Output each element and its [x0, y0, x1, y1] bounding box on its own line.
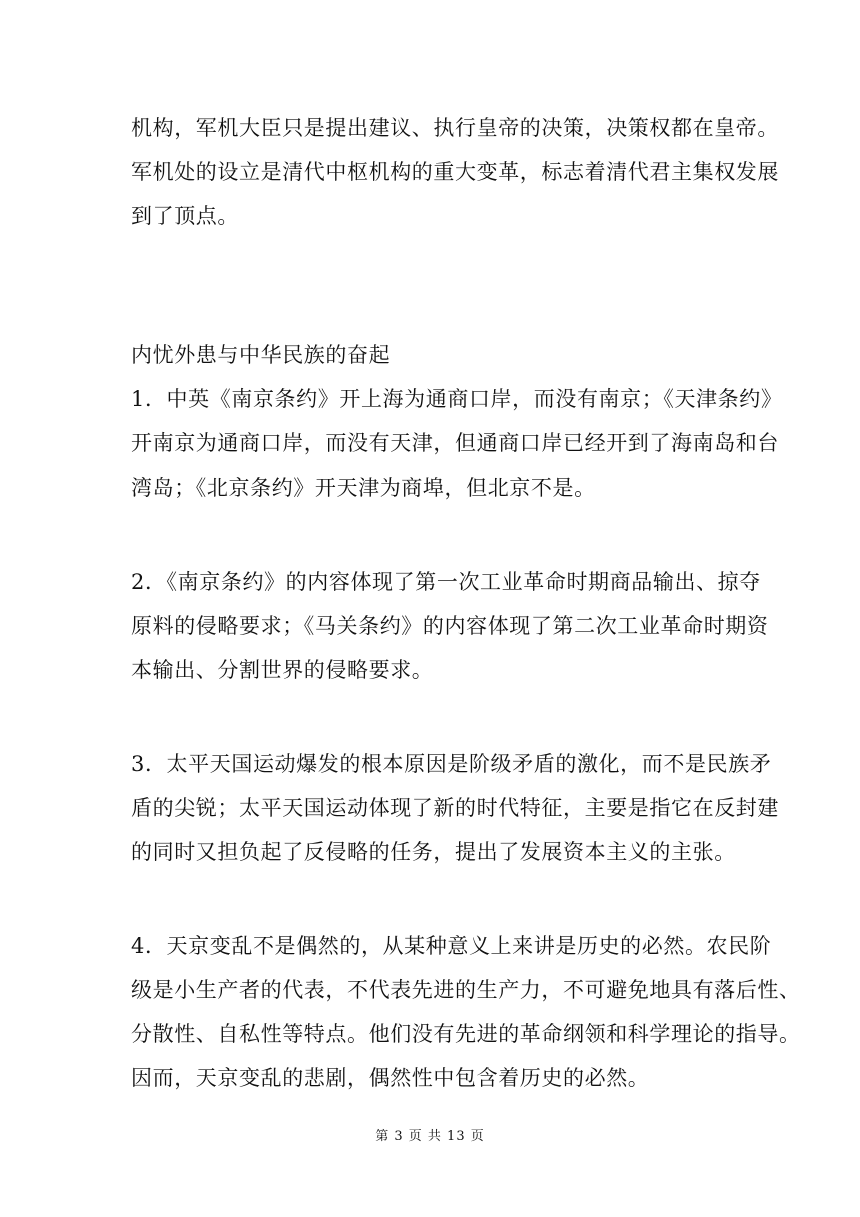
- item-1-line: 开南京为通商口岸，而没有天津，但通商口岸已经开到了海南岛和台: [131, 431, 779, 455]
- item-2-line: 2．《南京条约》的内容体现了第一次工业革命时期商品输出、掠夺: [131, 570, 761, 594]
- item-3-line: 的同时又担负起了反侵略的任务，提出了发展资本主义的主张。: [131, 840, 736, 864]
- item-2-line: 原料的侵略要求；《马关条约》的内容体现了第二次工业革命时期资: [131, 614, 769, 638]
- item-1-line: 1．中英《南京条约》开上海为通商口岸，而没有南京；《天津条约》: [131, 387, 783, 411]
- paragraph-line: 机构，军机大臣只是提出建议、执行皇帝的决策，决策权都在皇帝。: [131, 116, 779, 140]
- item-4-line: 级是小生产者的代表，不代表先进的生产力，不可避免地具有落后性、: [131, 978, 801, 1002]
- item-4-line: 4．天京变乱不是偶然的，从某种意义上来讲是历史的必然。农民阶: [131, 934, 772, 958]
- page-number: 第 3 页 共 13 页: [375, 1129, 485, 1144]
- section-title: 内忧外患与中华民族的奋起: [131, 343, 391, 367]
- paragraph-line: 到了顶点。: [131, 204, 239, 228]
- item-3-line: 3．太平天国运动爆发的根本原因是阶级矛盾的激化，而不是民族矛: [131, 752, 772, 776]
- item-1-line: 湾岛；《北京条约》开天津为商埠，但北京不是。: [131, 476, 596, 500]
- item-3-line: 盾的尖锐；太平天国运动体现了新的时代特征，主要是指它在反封建: [131, 796, 779, 820]
- item-2-line: 本输出、分割世界的侵略要求。: [131, 658, 434, 682]
- paragraph-line: 军机处的设立是清代中枢机构的重大变革，标志着清代君主集权发展: [131, 160, 779, 184]
- item-4-line: 因而，天京变乱的悲剧，偶然性中包含着历史的必然。: [131, 1066, 650, 1090]
- item-4-line: 分散性、自私性等特点。他们没有先进的革命纲领和科学理论的指导。: [131, 1022, 801, 1046]
